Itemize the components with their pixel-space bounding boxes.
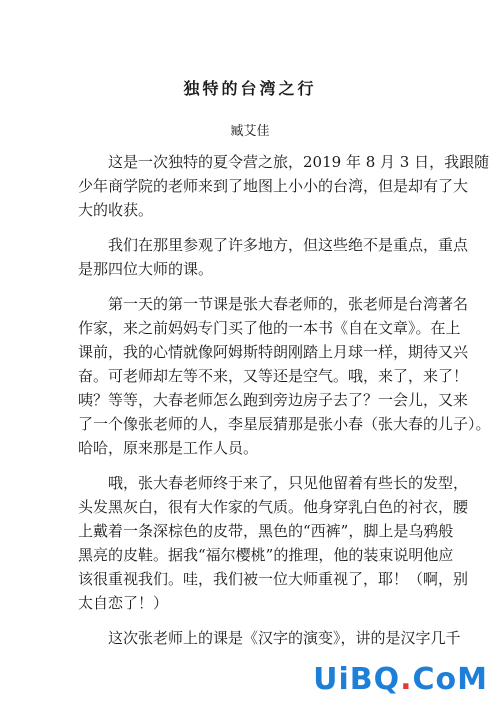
text-line: 第一天的第一节课是张大春老师的，张老师是台湾著名: [78, 295, 469, 313]
paragraph: [78, 292, 491, 460]
paragraph: [78, 471, 469, 615]
paragraph: [78, 626, 461, 650]
paragraph: [78, 150, 490, 222]
text-line: 咦？等等，大春老师怎么跑到旁边房子去了？一会儿，又来: [78, 391, 469, 409]
document-body: [78, 150, 491, 650]
text-line: 了一个像张老师的人，李星辰猜那是张小春（张大春的儿子）。: [78, 415, 491, 433]
watermark-logo: [313, 661, 488, 697]
text-line: 这是一次独特的夏令营之旅，2019 年 8 月 3 日，我跟随: [78, 153, 490, 171]
text-line: 我们在那里参观了许多地方，但这些绝不是重点，重点: [78, 236, 469, 254]
document-title: 独特的台湾之行: [183, 79, 317, 98]
author-name: 臧艾佳: [230, 124, 270, 139]
text-line: 课前，我的心情就像阿姆斯特朗刚踏上月球一样，期待又兴: [78, 343, 469, 361]
watermark-text-suffix: CoM: [412, 661, 488, 697]
text-line: 大的收获。: [78, 201, 154, 219]
watermark-text: UiBQ: [313, 661, 401, 697]
text-line: 头发黑灰白，很有大作家的气质。他身穿乳白色的衬衣，腰: [78, 498, 469, 516]
text-line: 这次张老师上的课是《汉字的演变》，讲的是汉字几千: [78, 629, 461, 647]
text-line: 上戴着一条深棕色的皮带，黑色的“西裤”，脚上是乌鸦般: [78, 522, 454, 540]
text-line: 是那四位大师的课。: [78, 260, 214, 278]
text-line: 奋。可老师却左等不来，又等还是空气。哦，来了，来了！: [78, 367, 469, 385]
text-line: 该很重视我们。哇，我们被一位大师重视了，耶！（啊，别: [78, 570, 469, 588]
text-line: 作家，来之前妈妈专门买了他的一本书《自在文章》。在上: [78, 319, 461, 337]
text-line: 少年商学院的老师来到了地图上小小的台湾，但是却有了大: [78, 177, 469, 195]
text-line: 黑亮的皮鞋。据我“福尔樱桃”的推理，他的装束说明他应: [78, 546, 454, 564]
text-line: 哈哈，原来那是工作人员。: [78, 439, 259, 457]
text-line: 太自恋了！）: [78, 594, 169, 612]
watermark-dot: .: [400, 661, 413, 697]
text-line: 哦，张大春老师终于来了，只见他留着有些长的发型，: [78, 474, 469, 492]
paragraph: [78, 233, 469, 281]
